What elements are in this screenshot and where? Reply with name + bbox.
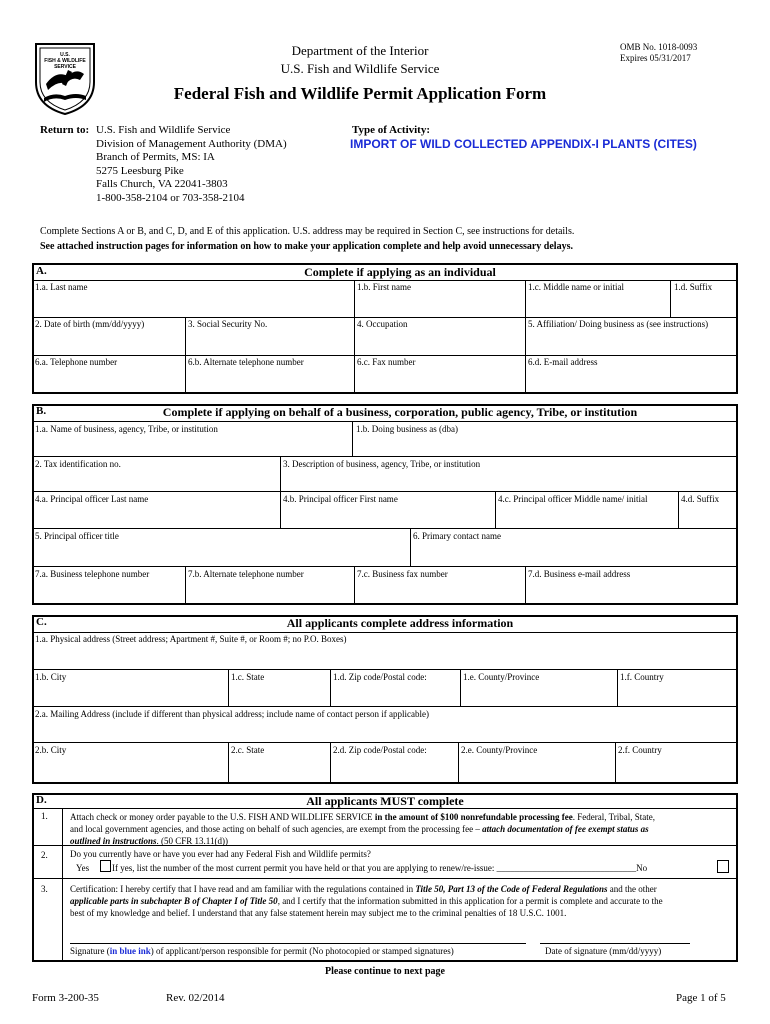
signature-label: [70, 946, 454, 957]
address-line: Division of Management Authority (DMA): [96, 137, 287, 150]
item-1-text-a: Attach check or money order payable to the U.S. FISH AND WILDLIFE SERVICE: [70, 812, 375, 822]
date-label: Date of signature (mm/dd/yyyy): [545, 946, 662, 956]
address-line: Branch of Permits, MS: IA: [96, 151, 215, 164]
mailing-country-field[interactable]: 2.f. Country: [618, 745, 662, 755]
po-suffix-field[interactable]: 4.d. Suffix: [681, 494, 720, 504]
fws-logo: [32, 40, 98, 116]
instructions-line1: Complete Sections A or B, and C, D, and E of this application. U.S. address may be required in Section C, see instructions for details.: [40, 226, 575, 237]
yes-checkbox[interactable]: [100, 860, 111, 872]
mailing-city-field[interactable]: 2.b. City: [35, 745, 67, 755]
city-field[interactable]: 1.b. City: [35, 672, 67, 682]
sig-blue-ink: in blue ink: [109, 946, 151, 956]
logo-text-mid: FISH & WILDLIFE: [44, 58, 86, 64]
alt-phone-field[interactable]: 6.b. Alternate telephone number: [188, 357, 304, 367]
middle-name-field[interactable]: 1.c. Middle name or initial: [528, 282, 624, 292]
item-1-text-c: . Federal, Tribal, State,: [572, 812, 655, 822]
country-field[interactable]: 1.f. Country: [620, 672, 664, 682]
address-line: U.S. Fish and Wildlife Service: [96, 124, 231, 136]
section-c-title: All applicants complete address information: [286, 616, 514, 630]
section-d-letter: D.: [36, 794, 47, 806]
section-d-title: All applicants MUST complete: [306, 794, 464, 808]
sig-label-a: Signature (: [70, 946, 110, 956]
section-b-title: Complete if applying on behalf of a business, corporation, public agency, Tribe, or institution: [162, 405, 638, 419]
business-description-field[interactable]: 3. Description of business, agency, Tribe, or institution: [283, 459, 481, 469]
physical-address-field[interactable]: 1.a. Physical address (Street address; Apartment #, Suite #, or Room #; no P.O. Boxes): [35, 634, 347, 644]
fax-field[interactable]: 6.c. Fax number: [357, 357, 416, 367]
item-3-cfr: Title 50, Part 13 of the Code of Federal Regulations: [415, 884, 608, 894]
activity-value[interactable]: IMPORT OF WILD COLLECTED APPENDIX-I PLANTS (CITES): [350, 137, 697, 151]
department-name: Department of the Interior: [291, 43, 429, 58]
date-line[interactable]: [540, 943, 690, 944]
sig-label-c: ) of applicant/person responsible for permit (No photocopied or stamped signatures): [150, 946, 454, 956]
item-3-text-a: Certification: I hereby certify that I have read and am familiar with the regulations contained in: [70, 884, 416, 894]
affiliation-field[interactable]: 5. Affiliation/ Doing business as (see instructions): [528, 319, 709, 329]
mailing-county-field[interactable]: 2.e. County/Province: [461, 745, 538, 755]
last-name-field[interactable]: 1.a. Last name: [35, 282, 88, 292]
phone-field[interactable]: 6.a. Telephone number: [35, 357, 118, 367]
address-line: 5275 Leesburg Pike: [96, 164, 184, 177]
logo-text-bot: SERVICE: [54, 64, 76, 70]
item-2-number: 2.: [41, 850, 48, 860]
item-1-exempt: attach documentation of fee exempt status as: [482, 824, 649, 834]
item-2-detail: If yes, list the number of the most current permit you have held or that you are applying to renew/re-issue: _______________________________No: [112, 863, 648, 873]
item-1-fee: in the amount of $100 nonrefundable processing fee: [374, 812, 573, 822]
section-a-letter: A.: [36, 265, 47, 277]
item-3-number: 3.: [41, 884, 48, 894]
revision: Rev. 02/2014: [166, 992, 225, 1004]
item-1-text-d: and local government agencies, and those acting on behalf of such agencies, are exempt from the processing fee –: [70, 824, 483, 834]
suffix-field[interactable]: 1.d. Suffix: [674, 282, 713, 292]
page-number: Page 1 of 5: [676, 992, 726, 1004]
first-name-field[interactable]: 1.b. First name: [357, 282, 411, 292]
item-1-outlined: outlined in instructions: [70, 836, 157, 846]
business-name-field[interactable]: 1.a. Name of business, agency, Tribe, or institution: [35, 424, 218, 434]
mailing-state-field[interactable]: 2.c. State: [231, 745, 265, 755]
service-name: U.S. Fish and Wildlife Service: [280, 61, 440, 76]
po-first-name-field[interactable]: 4.b. Principal officer First name: [283, 494, 398, 504]
item-2-question: Do you currently have or have you ever had any Federal Fish and Wildlife permits?: [70, 849, 371, 859]
dba-field[interactable]: 1.b. Doing business as (dba): [356, 424, 458, 434]
primary-contact-field[interactable]: 6. Primary contact name: [413, 531, 501, 541]
po-title-field[interactable]: 5. Principal officer title: [35, 531, 119, 541]
activity-label: Type of Activity:: [352, 124, 431, 136]
mailing-address-field[interactable]: 2.a. Mailing Address (include if different than physical address; include name of contact person if applicable): [35, 709, 429, 719]
item-1-text: [70, 811, 732, 847]
section-a-title: Complete if applying as an individual: [304, 265, 496, 279]
item-3-subchapter: applicable parts in subchapter B of Chapter I of Title 50: [70, 896, 278, 906]
county-field[interactable]: 1.e. County/Province: [463, 672, 540, 682]
mailing-zip-field[interactable]: 2.d. Zip code/Postal code:: [333, 745, 427, 755]
item-3-text-f: best of my knowledge and belief. I understand that any false statement herein may subject me to the criminal penalties of 18 U.S.C. 1001.: [70, 908, 567, 918]
business-email-field[interactable]: 7.d. Business e-mail address: [528, 569, 631, 579]
omb-expires: Expires 05/31/2017: [620, 53, 691, 63]
item-1-number: 1.: [41, 811, 48, 821]
state-field[interactable]: 1.c. State: [231, 672, 265, 682]
section-c-letter: C.: [36, 616, 47, 628]
tax-id-field[interactable]: 2. Tax identification no.: [35, 459, 121, 469]
omb-number: OMB No. 1018-0093: [620, 42, 698, 52]
logo-text-top: U.S.: [60, 52, 70, 58]
signature-line[interactable]: [70, 943, 526, 944]
email-field[interactable]: 6.d. E-mail address: [528, 357, 598, 367]
address-line: 1-800-358-2104 or 703-358-2104: [96, 191, 245, 204]
business-phone-field[interactable]: 7.a. Business telephone number: [35, 569, 150, 579]
form-number: Form 3-200-35: [32, 992, 99, 1004]
item-3-text: [70, 883, 732, 919]
no-checkbox[interactable]: [717, 860, 729, 873]
dob-field[interactable]: 2. Date of birth (mm/dd/yyyy): [35, 319, 145, 329]
return-to-label: Return to:: [40, 124, 90, 136]
po-last-name-field[interactable]: 4.a. Principal officer Last name: [35, 494, 149, 504]
continue-note: Please continue to next page: [325, 966, 445, 977]
item-1-cfr: . (50 CFR 13.11(d)): [156, 836, 228, 846]
zip-field[interactable]: 1.d. Zip code/Postal code:: [333, 672, 427, 682]
item-3-text-c: and the other: [607, 884, 657, 894]
item-3-text-e: , and I certify that the information submitted in this application for a permit is complete and accurate to the: [277, 896, 663, 906]
return-address: [96, 124, 287, 206]
form-title: Federal Fish and Wildlife Permit Application Form: [173, 84, 547, 103]
po-middle-name-field[interactable]: 4.c. Principal officer Middle name/ initial: [498, 494, 648, 504]
item-2-yes-label: Yes: [76, 863, 90, 873]
instructions-line2: See attached instruction pages for information on how to make your application complete and help avoid unnecessary delays.: [40, 241, 573, 252]
business-fax-field[interactable]: 7.c. Business fax number: [357, 569, 448, 579]
ssn-field[interactable]: 3. Social Security No.: [188, 319, 268, 329]
section-b-letter: B.: [36, 405, 47, 417]
address-line: Falls Church, VA 22041-3803: [96, 178, 228, 191]
business-alt-phone-field[interactable]: 7.b. Alternate telephone number: [188, 569, 304, 579]
occupation-field[interactable]: 4. Occupation: [357, 319, 408, 329]
